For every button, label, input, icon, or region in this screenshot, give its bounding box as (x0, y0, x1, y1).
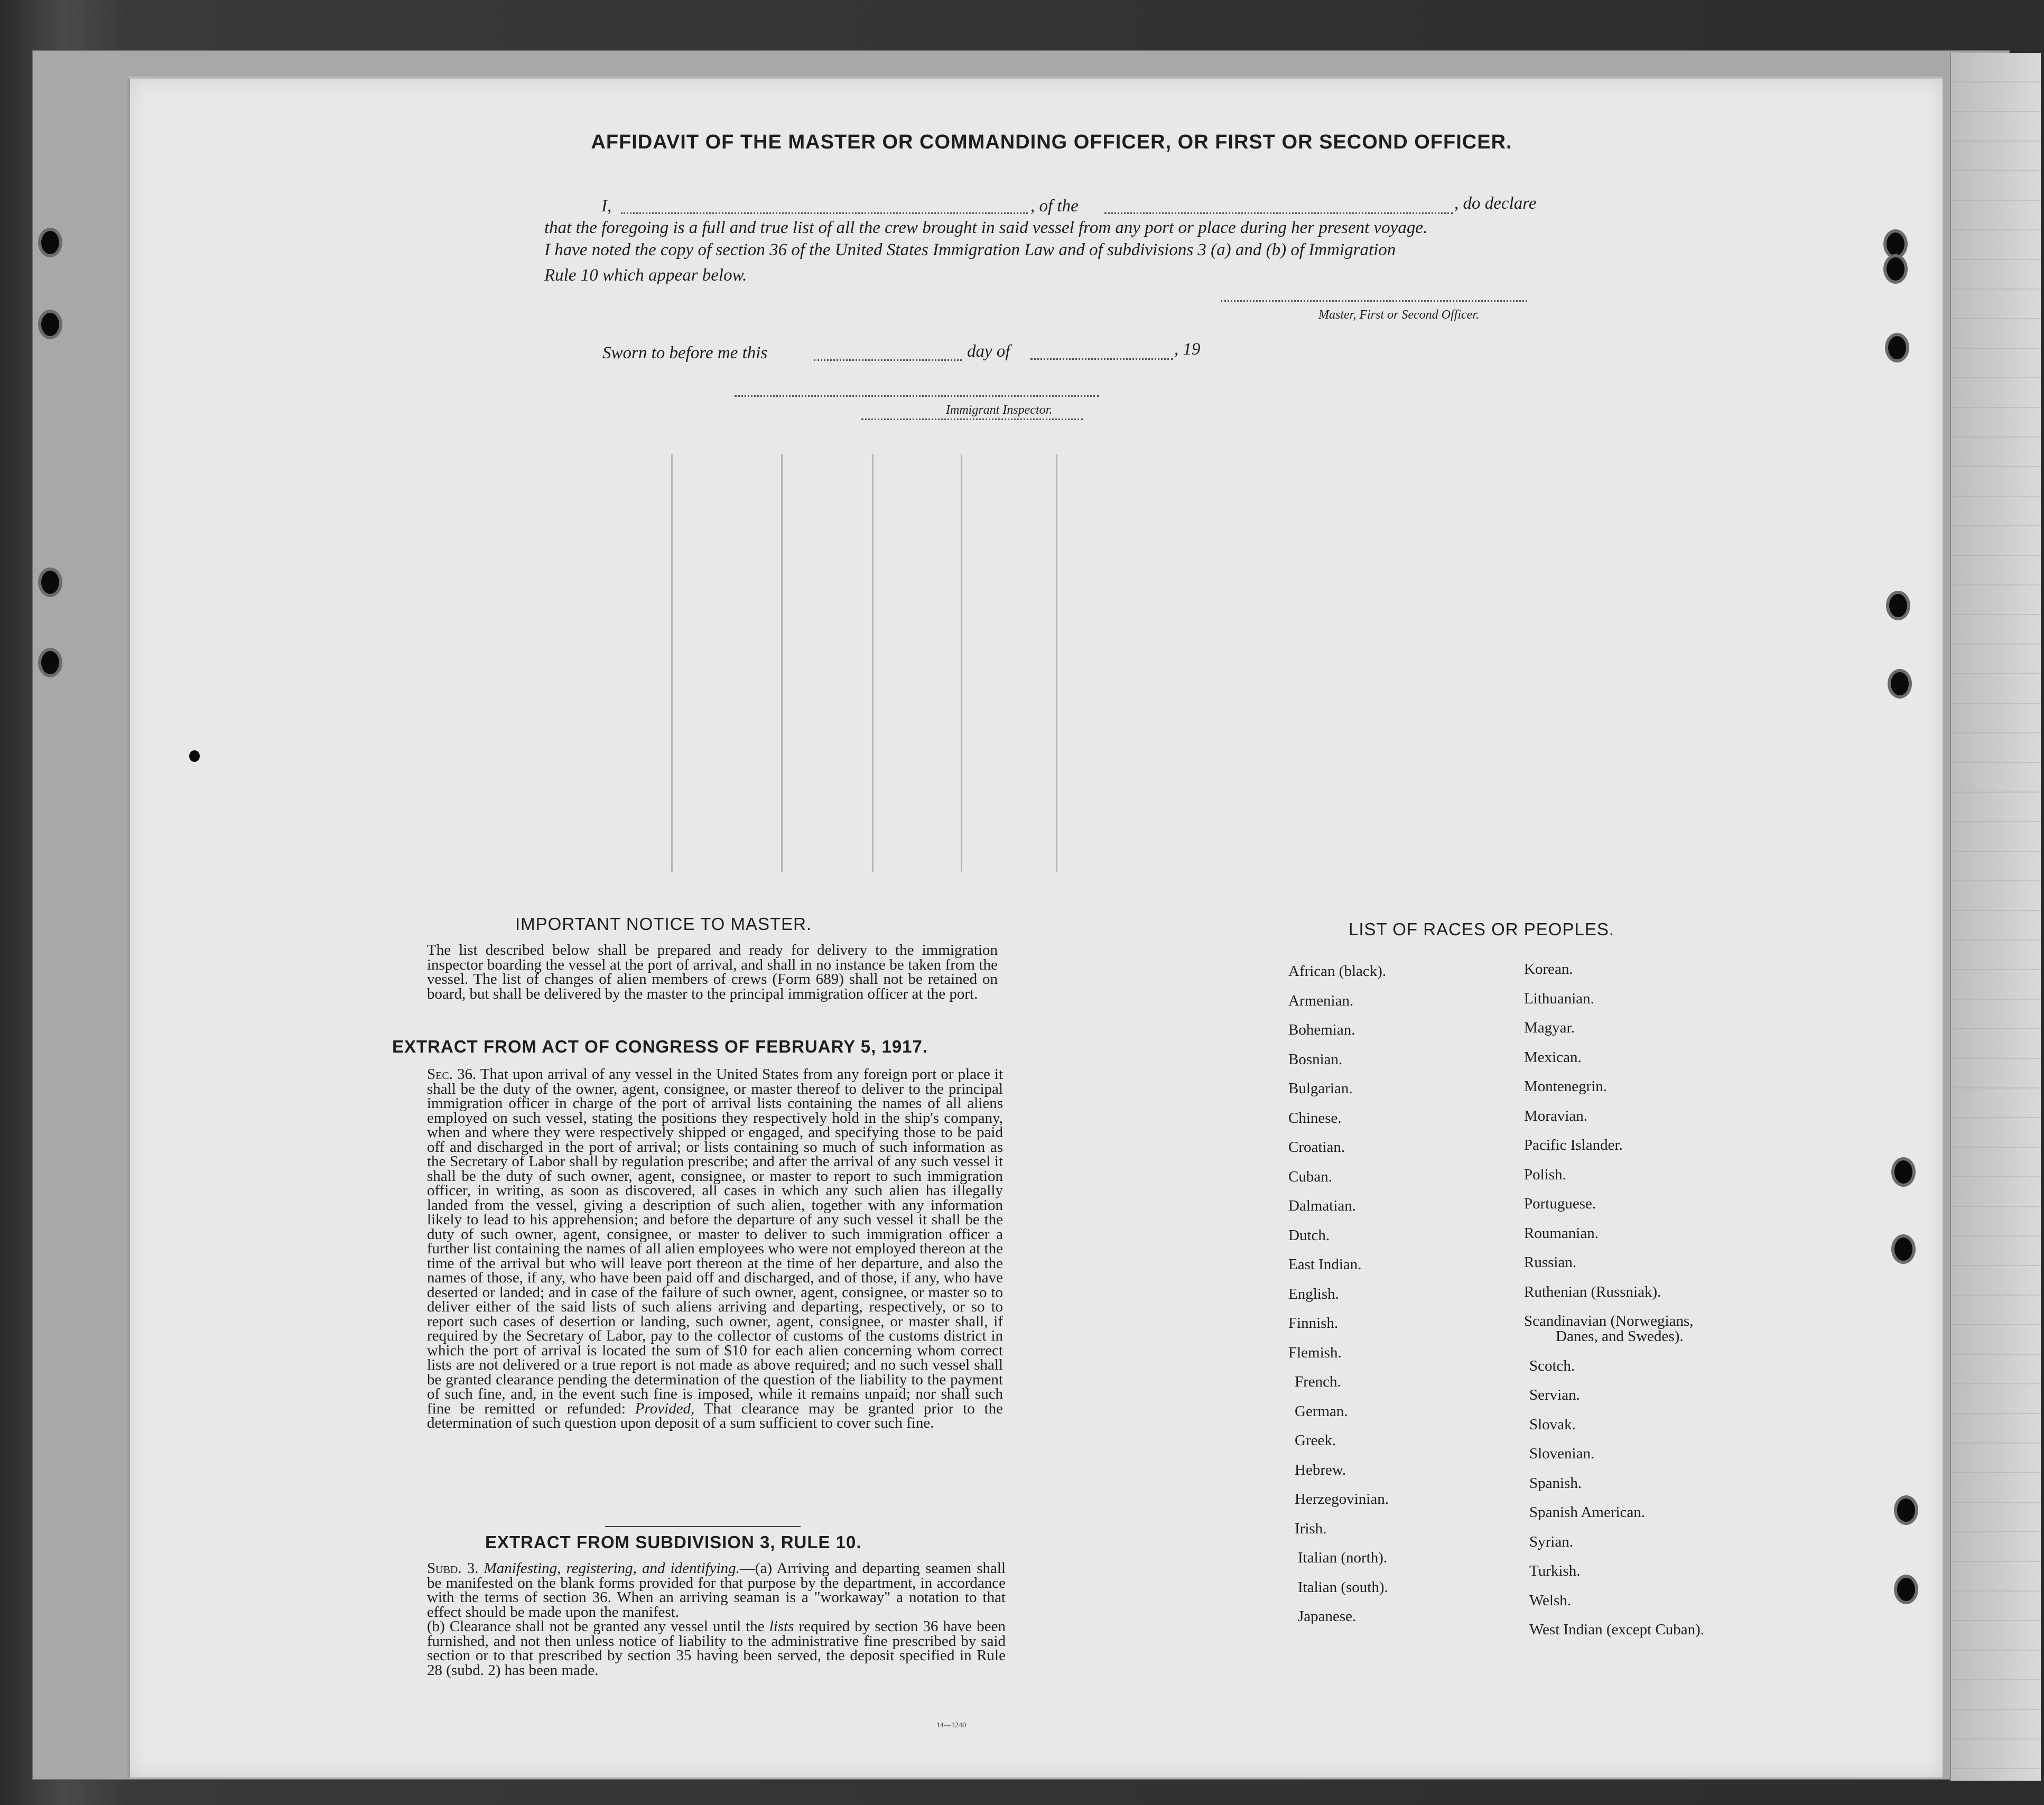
affidavit-line-4: Rule 10 which appear below. (544, 266, 747, 285)
race-item: Spanish American. (1529, 1504, 1646, 1521)
race-item: Mexican. (1524, 1048, 1582, 1066)
race-item: Hebrew. (1295, 1461, 1346, 1478)
race-item: Turkish. (1529, 1562, 1581, 1579)
binding-hole (41, 313, 59, 336)
binding-hole (1897, 1499, 1915, 1522)
binding-hole (1891, 672, 1909, 695)
race-item: Italian (south). (1298, 1578, 1388, 1596)
race-item: Montenegrin. (1524, 1078, 1608, 1095)
extract-rule-title: EXTRACT FROM SUBDIVISION 3, RULE 10. (485, 1532, 862, 1552)
race-item: Roumanian. (1524, 1224, 1599, 1242)
race-item: Ruthenian (Russniak). (1524, 1283, 1661, 1300)
race-item: Spanish. (1529, 1474, 1582, 1492)
race-item: Irish. (1295, 1520, 1327, 1537)
race-item: Russian. (1524, 1254, 1577, 1271)
race-item: East Indian. (1288, 1256, 1362, 1273)
race-item: Welsh. (1529, 1592, 1572, 1609)
extract-act-title: EXTRACT FROM ACT OF CONGRESS OF FEBRUARY 5, 1917. (392, 1037, 928, 1056)
binding-hole (41, 231, 59, 254)
column-line (781, 454, 783, 872)
section-divider (605, 1526, 801, 1527)
binding-hole (189, 750, 200, 762)
race-item: Syrian. (1529, 1533, 1573, 1550)
affidavit-i: I, (601, 197, 612, 216)
race-item: Slovenian. (1529, 1445, 1595, 1462)
race-item: Dutch. (1288, 1226, 1330, 1244)
subd-para-b-start: (b) Clearance shall not be granted any vessel until the (427, 1618, 765, 1635)
race-item: Polish. (1524, 1166, 1566, 1183)
subd-label: Subd. 3. (427, 1560, 479, 1577)
subd-para-b-end: required by section 36 have been furnished, and not then unless notice of liability to the administrative fine prescribed by said section or to that prescribed by section 35 having been served, the deposit specified in Rule 28 (subd. 2) has been made. (427, 1618, 1006, 1679)
race-item: German. (1295, 1402, 1348, 1420)
section-36-text-end: That clearance may be granted prior to the determination of such question upon deposit of a sum sufficient to cover such fine. (427, 1400, 1004, 1431)
race-item: Croatian. (1288, 1139, 1345, 1156)
subd-para-a: —(a) Arriving and departing seamen shall be manifested on the blank forms provided for that purpose by the department, in accordance with the terms of section 36. When an arriving seaman is a "workaway" a notation to that effect should be made upon the manifest. (427, 1560, 1006, 1621)
race-item: Scandinavian (Norwegians, (1524, 1313, 1694, 1329)
race-item: Herzegovinian. (1295, 1491, 1389, 1508)
section-label: Sec. 36. (427, 1066, 477, 1083)
race-item: Pacific Islander. (1524, 1137, 1623, 1153)
master-label: Master, First or Second Officer. (1318, 308, 1479, 322)
race-item: Bulgarian. (1288, 1080, 1353, 1097)
sworn-day-blank (814, 359, 962, 361)
provided-word: Provided, (635, 1400, 695, 1417)
race-item: French. (1295, 1373, 1341, 1390)
race-item: Chinese. (1288, 1109, 1342, 1127)
binding-hole (1894, 1160, 1912, 1184)
race-item: Greek. (1295, 1432, 1336, 1449)
race-item: English. (1288, 1285, 1339, 1302)
sworn-prefix: Sworn to before me this (602, 343, 768, 362)
right-page-edge (1950, 53, 2041, 1781)
inspector-label: Immigrant Inspector. (946, 403, 1053, 417)
document-page (127, 77, 1943, 1778)
notice-title: IMPORTANT NOTICE TO MASTER. (515, 914, 812, 934)
race-item: Finnish. (1288, 1315, 1339, 1332)
subd-heading: Manifesting, registering, and identifying. (484, 1560, 740, 1577)
inspector-signature-blank (735, 395, 1099, 397)
binding-hole (1889, 594, 1907, 617)
race-item: Dalmatian. (1288, 1197, 1357, 1214)
race-item: Lithuanian. (1524, 990, 1594, 1007)
column-line (1056, 454, 1057, 872)
binding-hole (1897, 1578, 1915, 1601)
race-item: Portuguese. (1524, 1195, 1596, 1212)
race-item: Slovak. (1529, 1416, 1576, 1433)
affidavit-line-2: that the foregoing is a full and true list of all the crew brought in said vessel from any port or place during her present voyage. (544, 218, 1428, 237)
races-title: LIST OF RACES OR PEOPLES. (1349, 919, 1615, 939)
sworn-day-of: day of (967, 342, 1010, 361)
race-item: Servian. (1529, 1387, 1580, 1403)
race-item: Cuban. (1288, 1168, 1332, 1185)
race-item: Italian (north). (1298, 1549, 1388, 1566)
officer-name-blank (621, 212, 1028, 214)
binding-hole (41, 571, 59, 594)
notice-paragraph: The list described below shall be prepared and ready for delivery to the immigration inspector boarding the vessel at the port of arrival, and shall in no instance be taken from the vessel. The list of changes of alien members of crews (Form 689) shall not be retained on board, but shall be delivered by the master to the principal immigration officer at the port. (427, 942, 998, 1002)
binding-hole (1888, 336, 1906, 359)
notice-text (390, 943, 998, 1001)
race-item: West Indian (except Cuban). (1529, 1621, 1705, 1638)
race-item: Flemish. (1288, 1344, 1342, 1361)
form-number: 14—1240 (936, 1722, 966, 1729)
column-line (671, 454, 673, 872)
extract-rule-text (390, 1561, 1006, 1678)
master-signature-blank (1221, 300, 1527, 302)
binding-hole (41, 651, 59, 674)
affidavit-of-the: , of the (1030, 197, 1079, 216)
vessel-name-blank (1104, 212, 1453, 214)
race-item: Armenian. (1288, 992, 1354, 1009)
race-item: Magyar. (1524, 1019, 1575, 1036)
section-36-text: That upon arrival of any vessel in the United States from any foreign port or place it shall be the duty of the owner, agent, consignee, or master thereof to deliver to the principal immigration officer in charge of the port of arrival lists containing the names of all aliens employed on such vessel, stating the positions they respectively hold in the ship's company, when and where they were respectively shipped or engaged, and specifying those to be paid off and discharged in the port of arrival; or lists containing so much of such information as the Secretary of Labor shall by regulation prescribe; and after the arrival of any such vessel it shall be the duty of such owner, agent, consignee, or master to report to such immigration officer, in writing, as soon as discovered, all cases in which any such alien has illegally landed from the vessel, giving a description of such alien, together with any information likely to lead to his apprehension; and before the departure of any such vessel it shall be the duty of such owner, agent, consignee, or master to deliver to such immigration officer a further list containing the names of all alien employees who were not employed thereon at the time of the arrival but who will leave port thereon at the time of her departure, and also the names of those, if any, who have been paid off and discharged, and of those, if any, who have deserted or landed; and in case of the failure of such owner, agent, consignee, or master so to deliver either of the said lists of such aliens arriving and departing, respectively, or so to report such cases of desertion or landing, such owner, agent, consignee, or master shall, if required by the Secretary of Labor, pay to the collector of customs of the customs district in which the port of arrival is located the sum of $10 for each alien concerning whom correct lists are not delivered or a true report is not made as above required; and no such vessel shall be granted clearance pending the determination of the question of the liability to the payment of such fine, and, in the event such fine is imposed, while it remains unpaid; nor shall such fine be remitted or refunded: (427, 1066, 1004, 1417)
race-item: Bohemian. (1288, 1021, 1355, 1038)
binding-hole (1887, 257, 1904, 281)
extract-act-text (390, 1067, 1003, 1431)
race-item: Japanese. (1298, 1608, 1357, 1625)
race-item: Danes, and Swedes). (1556, 1328, 1684, 1345)
inspector-signature-blank-2 (861, 418, 1083, 420)
sworn-year: , 19 (1174, 340, 1201, 359)
column-line (961, 454, 962, 872)
race-item: Scotch. (1529, 1357, 1575, 1374)
affidavit-do-declare: , do declare (1454, 194, 1537, 213)
binding-hole (1894, 1238, 1912, 1261)
race-item: African (black). (1288, 963, 1387, 980)
race-item: Korean. (1524, 961, 1573, 978)
binding-hole (1887, 232, 1904, 256)
subd-lists-word: lists (769, 1618, 794, 1635)
column-line (872, 454, 874, 872)
race-item: Moravian. (1524, 1107, 1587, 1124)
affidavit-title: AFFIDAVIT OF THE MASTER OR COMMANDING OFFICER, OR FIRST OR SECOND OFFICER. (591, 131, 1512, 153)
race-item: Bosnian. (1288, 1050, 1343, 1068)
sworn-month-blank (1030, 358, 1173, 360)
affidavit-line-3: I have noted the copy of section 36 of the United States Immigration Law and of subdivisions 3 (a) and (b) of Immigration (544, 240, 1396, 259)
